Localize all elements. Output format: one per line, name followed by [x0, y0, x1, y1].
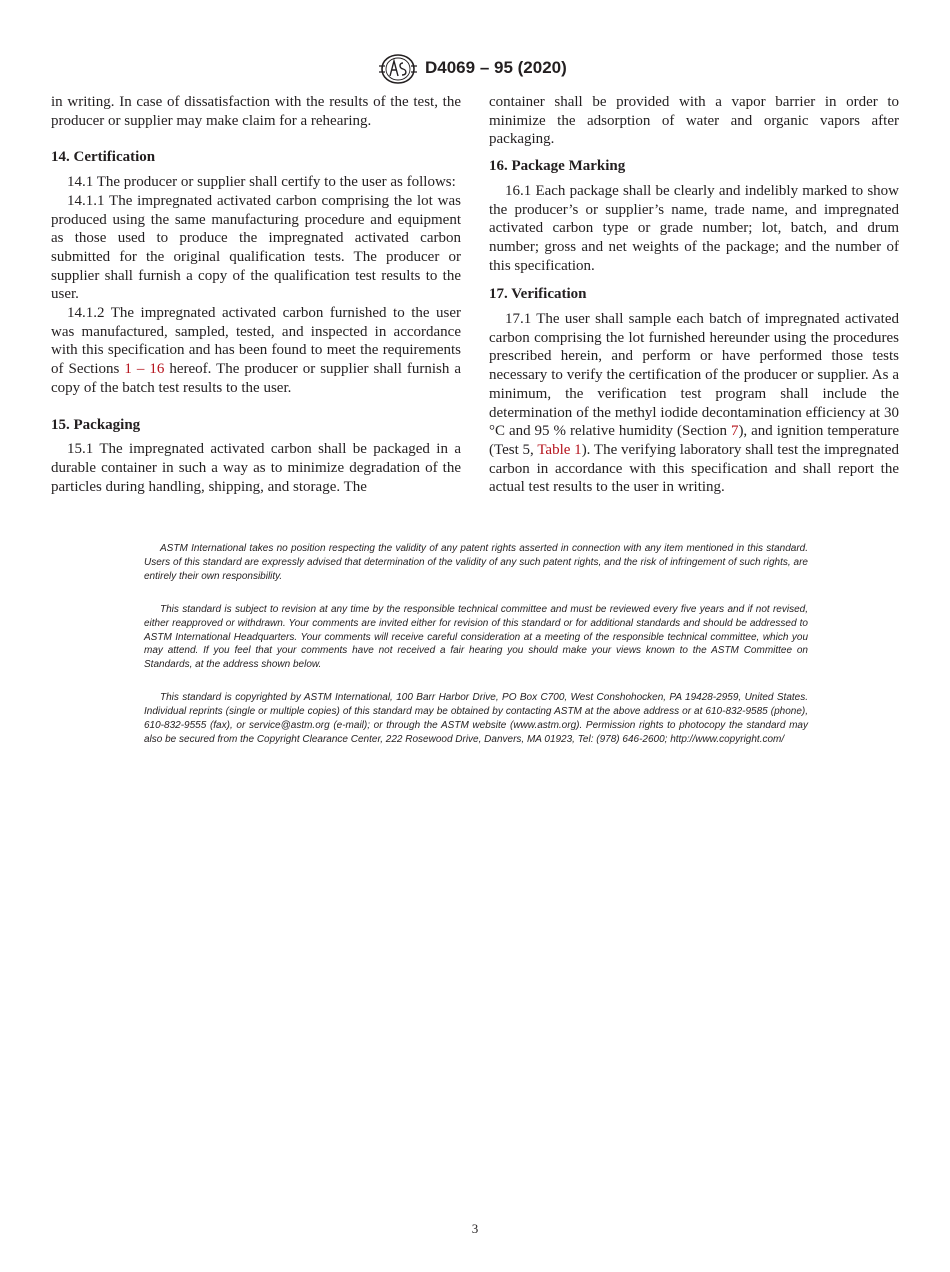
section-14-heading: 14. Certification	[51, 149, 156, 166]
page-number: 3	[471, 1221, 479, 1236]
page-header	[0, 54, 950, 84]
paragraph-17-1	[489, 310, 899, 497]
copyright-notice: This standard is copyrighted by ASTM International, 100 Barr Harbor Drive, PO Box C700, West Conshohocken, PA 19428-2959, United States. Individual reprints (single or multiple copies) of this standard may be obtained by contacting ASTM at the above address or at 610-832-9585 (phone), 610-832-9555 (fax), or service@astm.org (e-mail); or through the ASTM website (www.astm.org). Permission rights to photocopy the standard may also be secured from the Copyright Clearance Center, 222 Rosewood Drive, Danvers, MA 01923, Tel: (978) 646-2600; http://www.copyright.com/	[144, 692, 808, 745]
paragraph-14-1: 14.1 The producer or supplier shall certify to the user as follows:	[67, 174, 456, 191]
paragraph-14-1-2-text-b: hereof. The producer or supplier shall furnish a copy of the batch test results to the user.	[51, 361, 462, 396]
paragraph-14-1-1: 14.1.1 The impregnated activated carbon comprising the lot was produced using the same manufacturing procedure and equipment as those used to produce the impregnated activated carbon submitted for the original qualification tests. The producer or supplier shall furnish a copy of the qualification test results to the user.	[51, 192, 461, 303]
table-1-link[interactable]: Table 1	[537, 441, 582, 458]
revision-notice: This standard is subject to revision at any time by the responsible technical committee and must be reviewed every five years and if not revised, either reapproved or withdrawn. Your comments are invited either for revision of this standard or for additional standards and should be addressed to ASTM International Headquarters. Your comments will receive careful consideration at a meeting of the responsible technical committee, which you may attend. If you feel that your comments have not received a fair hearing you should make your views known to the ASTM Committee on Standards, at the address shown below.	[144, 603, 808, 671]
legal-notices	[144, 542, 808, 747]
sections-link[interactable]: 1 – 16	[124, 361, 165, 378]
paragraph-14-1-2-text-a: 14.1.2 The impregnated activated carbon furnished to the user was manufactured, sampled, tested, and inspected in accordance with this specification and has been found to meet the requirements of Sections	[51, 305, 461, 378]
paragraph-17-1-text-b: ), and ignition temperature (Test 5,	[489, 423, 899, 458]
paragraph-14-1-2	[51, 304, 461, 398]
document-designation: D4069 – 95 (2020)	[425, 58, 567, 77]
section-17-heading: 17. Verification	[489, 286, 587, 303]
section-7-link[interactable]: 7	[730, 423, 739, 440]
patent-notice: ASTM International takes no position respecting the validity of any patent rights asserted in connection with any item mentioned in this standard. Users of this standard are expressly advised that determination of the validity of any such patent rights, and the risk of infringement of such rights, are entirely their own responsibility.	[144, 543, 808, 582]
section-16-heading: 16. Package Marking	[489, 158, 626, 175]
astm-logo-icon	[378, 54, 418, 84]
paragraph-15-1: 15.1 The impregnated activated carbon shall be packaged in a durable container in such a way as to minimize degradation of the particles during handling, shipping, and storage. The	[51, 441, 461, 495]
continuation-paragraph: in writing. In case of dissatisfaction with the results of the test, the producer or supplier may make claim for a rehearing.	[51, 94, 461, 129]
paragraph-17-1-text-a: 17.1 The user shall sample each batch of impregnated activated carbon comprising the lot furnished hereunder using the procedures prescribed herein, and perform or have performed those tests necessary to verify the certification of the producer or supplier. As a minimum, the verification test program shall include the determination of the methyl iodide decontamination efficiency at 30 °C and 95 % relative humidity (Section	[489, 311, 899, 440]
left-column	[51, 93, 461, 496]
right-column	[489, 93, 899, 497]
continuation-paragraph: container shall be provided with a vapor barrier in order to minimize the adsorption of water and organic vapors after packaging.	[489, 94, 899, 148]
paragraph-16-1: 16.1 Each package shall be clearly and indelibly marked to show the producer’s or supplier’s name, trade name, and impregnated activated carbon type or grade number; lot, batch, and drum number; gross and net weights of the package; and the number of this specification.	[489, 182, 899, 274]
paragraph-17-1-text-c: ). The verifying laboratory shall test the impregnated carbon in accordance with this specification and shall report the actual test results to the user in writing.	[489, 441, 899, 496]
section-15-heading: 15. Packaging	[51, 416, 141, 433]
